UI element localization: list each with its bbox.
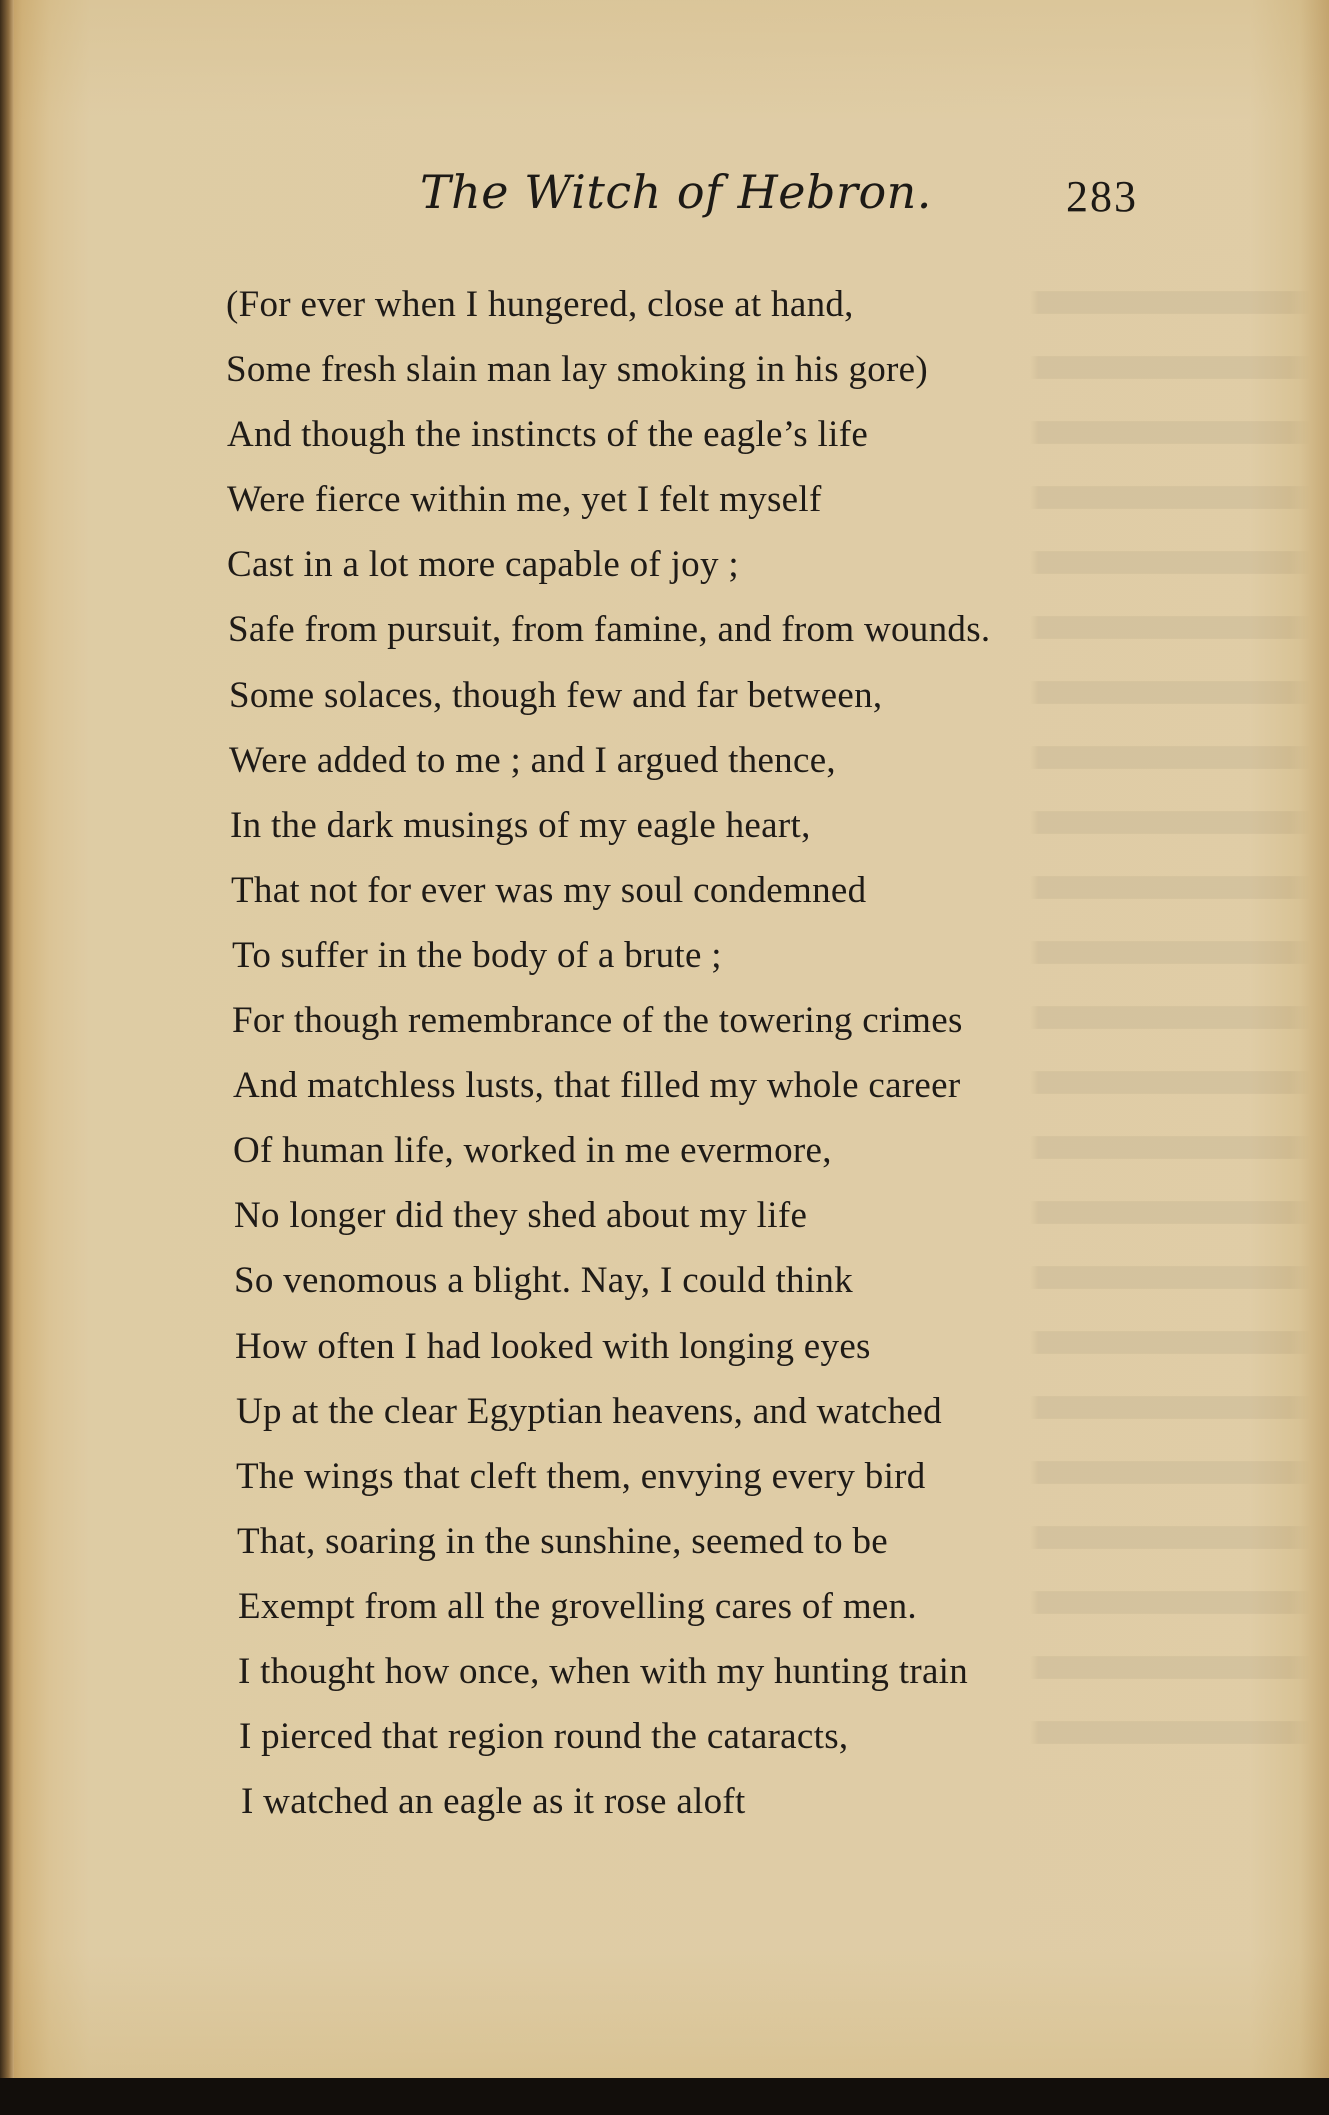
verse-block [226, 272, 1226, 1834]
verse-line: That not for ever was my soul condemned [231, 869, 867, 911]
verse-line: Were added to me ; and I argued thence, [229, 739, 836, 781]
verse-line: So venomous a blight. Nay, I could think [234, 1260, 854, 1302]
scanner-background [0, 2078, 1329, 2115]
verse-line: And matchless lusts, that filled my whole career [233, 1065, 961, 1107]
verse-line: For though remembrance of the towering crimes [232, 1000, 963, 1042]
page-header [0, 165, 1329, 235]
verse-line: Cast in a lot more capable of joy ; [227, 544, 739, 586]
verse-line: Some solaces, though few and far between, [229, 674, 883, 716]
verse-line: (For ever when I hungered, close at hand, [226, 284, 854, 325]
verse-line: How often I had looked with longing eyes [235, 1325, 871, 1367]
page-number: 283 [1066, 172, 1138, 221]
verse-line: I pierced that region round the cataracts, [239, 1716, 849, 1758]
page-gutter-edge [0, 0, 14, 2078]
verse-line: I watched an eagle as it rose aloft [241, 1781, 746, 1823]
verse-line: Of human life, worked in me evermore, [233, 1130, 832, 1172]
running-title: The Witch of Hebron. [420, 165, 932, 219]
verse-line: The wings that cleft them, envying every bird [236, 1455, 926, 1497]
verse-line: Exempt from all the grovelling cares of men. [238, 1585, 917, 1627]
verse-line: That, soaring in the sunshine, seemed to be [237, 1520, 889, 1562]
verse-line: Up at the clear Egyptian heavens, and watched [236, 1390, 942, 1432]
verse-line: I thought how once, when with my hunting train [238, 1650, 969, 1692]
verse-line: Some fresh slain man lay smoking in his gore) [226, 349, 929, 391]
verse-line: Were fierce within me, yet I felt myself [227, 479, 822, 521]
verse-line: To suffer in the body of a brute ; [232, 934, 722, 976]
verse-line: No longer did they shed about my life [234, 1195, 808, 1237]
verse-line: And though the instincts of the eagle’s life [227, 414, 869, 456]
verse-line: In the dark musings of my eagle heart, [230, 804, 811, 846]
verse-line: Safe from pursuit, from famine, and from wounds. [228, 609, 991, 651]
